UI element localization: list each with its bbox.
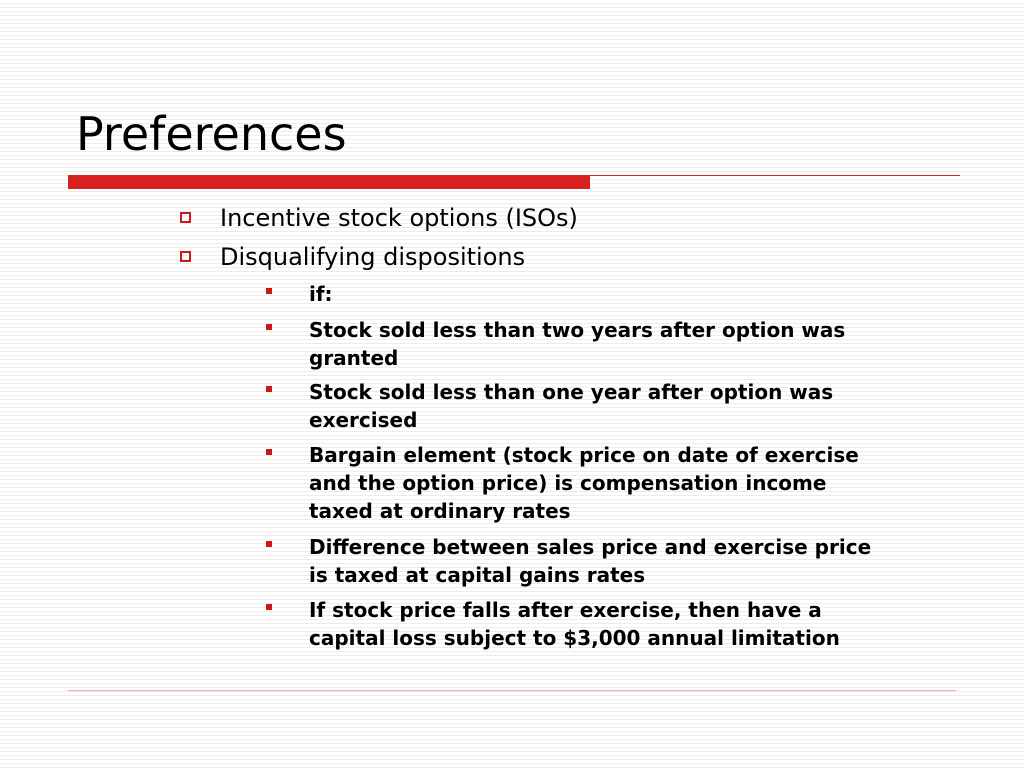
bullet-level2-text xyxy=(309,596,959,652)
bullet-level2-text xyxy=(309,441,959,525)
bullet-level2-text xyxy=(309,316,959,372)
bullet-line: Bargain element (stock price on date of exercise xyxy=(309,443,859,467)
bullet-line: Stock sold less than one year after option was xyxy=(309,380,834,404)
bullet-level2-text xyxy=(309,533,959,589)
footer-divider xyxy=(68,690,956,691)
title-underline-thin xyxy=(590,175,960,176)
bullet-level2-item xyxy=(266,441,966,525)
bullet-level2-text xyxy=(309,378,959,434)
bullet-level2-item xyxy=(266,378,966,434)
filled-square-bullet-icon xyxy=(266,604,272,610)
bullet-level2-item xyxy=(266,280,966,308)
filled-square-bullet-icon xyxy=(266,288,272,294)
filled-square-bullet-icon xyxy=(266,449,272,455)
bullet-level2-item xyxy=(266,596,966,652)
bullet-line: is taxed at capital gains rates xyxy=(309,563,646,587)
bullet-line: Stock sold less than two years after option was xyxy=(309,318,846,342)
bullet-line: and the option price) is compensation income xyxy=(309,471,827,495)
hollow-square-bullet-icon xyxy=(180,212,191,223)
filled-square-bullet-icon xyxy=(266,386,272,392)
filled-square-bullet-icon xyxy=(266,541,272,547)
bullet-line: exercised xyxy=(309,408,418,432)
filled-square-bullet-icon xyxy=(266,324,272,330)
bullet-level2-item xyxy=(266,316,966,372)
bullet-line: If stock price falls after exercise, then have a xyxy=(309,598,822,622)
title-underline-thick xyxy=(68,175,590,189)
bullet-level2-text xyxy=(309,280,959,308)
hollow-square-bullet-icon xyxy=(180,251,191,262)
bullet-line: if: xyxy=(309,282,333,306)
bullet-line: capital loss subject to $3,000 annual limitation xyxy=(309,626,840,650)
bullet-line: Difference between sales price and exercise price xyxy=(309,535,872,559)
slide-title: Preferences xyxy=(76,107,347,161)
bullet-level2-item xyxy=(266,533,966,589)
bullet-level1-text: Incentive stock options (ISOs) xyxy=(220,204,578,232)
bullet-line: taxed at ordinary rates xyxy=(309,499,571,523)
bullet-level1-text: Disqualifying dispositions xyxy=(220,243,526,271)
bullet-line: granted xyxy=(309,346,399,370)
